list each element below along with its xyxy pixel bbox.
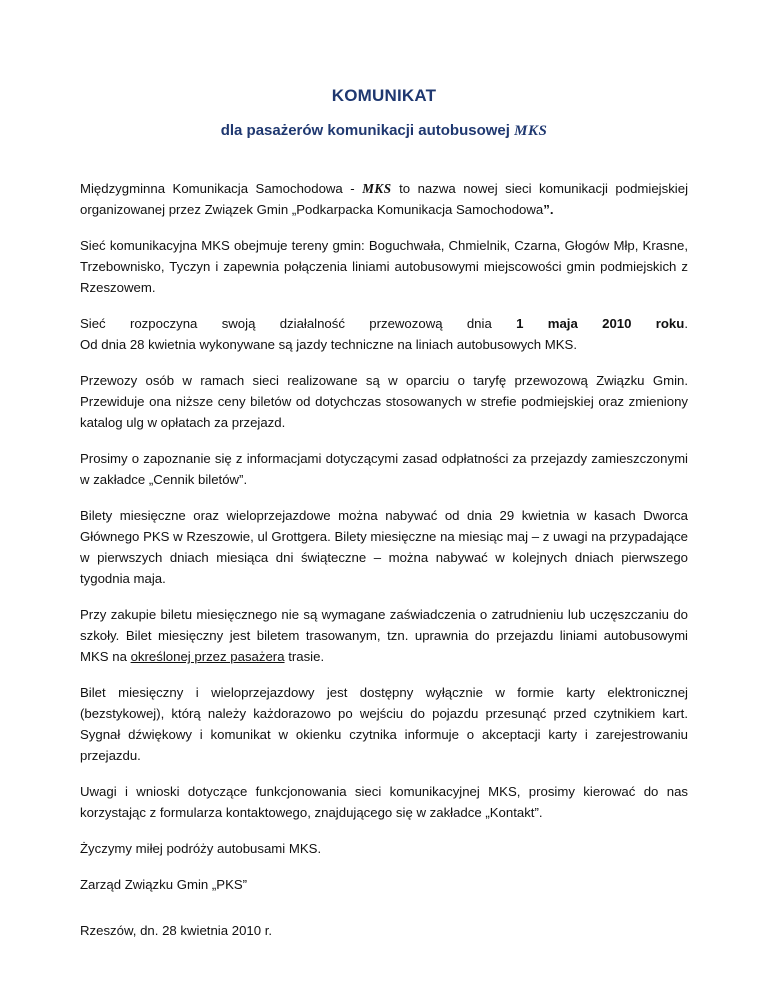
paragraph-start-date <box>80 313 688 334</box>
p7-underlined: określonej przez pasażera <box>130 649 285 664</box>
paragraph-tariff: Przewozy osób w ramach sieci realizowane są w oparciu o taryfę przewozową Związku Gmin. Przewiduje ona niższe ceny biletów od dotychczas stosowanych w strefie podmiejskiej oraz zmieniony katalog ulg w opłatach za przejazd. <box>80 373 688 430</box>
page-subtitle <box>0 122 768 140</box>
page-title: KOMUNIKAT <box>331 86 437 105</box>
subtitle-text: dla pasażerów komunikacji autobusowej <box>220 122 510 139</box>
p3-text-c: . <box>684 316 688 331</box>
paragraph-network: Sieć komunikacyjna MKS obejmuje tereny gmin: Boguchwała, Chmielnik, Czarna, Głogów Młp, Krasne, Trzebownisko, Tyczyn i zapewnia połączenia liniami autobusowymi miejscowości gmin podmiejskich z Rzeszowem. <box>80 238 688 295</box>
p7-text-a: Przy zakupie biletu miesięcznego nie są wymagane zaświadczenia o zatrudnieniu lub uczęszczaniu do szkoły. Bilet miesięczny jest biletem trasowanym, tzn. uprawnia do przejazdu liniami autobusowymi MKS na <box>80 607 688 664</box>
p3-text-a: Sieć rozpoczyna swoją działalność przewozową dnia <box>80 316 492 331</box>
p1-text-a: Międzygminna Komunikacja Samochodowa - <box>80 181 355 196</box>
place-date: Rzeszów, dn. 28 kwietnia 2010 r. <box>80 923 273 938</box>
mks-logo-inline: MKS <box>362 181 392 196</box>
document-body <box>80 178 688 956</box>
signature: Zarząd Związku Gmin „PKS” <box>80 877 248 892</box>
p7-text-c: trasie. <box>288 649 325 664</box>
paragraph-wishes: Życzymy miłej podróży autobusami MKS. <box>80 841 322 856</box>
paragraph-pricing-info: Prosimy o zapoznanie się z informacjami dotyczącymi zasad odpłatności za przejazdy zamieszczonymi w zakładce „Cennik biletów”. <box>80 451 688 487</box>
p1-text-b: to nazwa nowej sieci komunikacji podmiejskiej organizowanej przez Związek Gmin „Podkarpacka Komunikacja Samochodowa <box>80 181 688 217</box>
mks-logo: MKS <box>514 123 548 139</box>
p1-text-c: ”. <box>543 202 554 217</box>
paragraph-technical-rides: Od dnia 28 kwietnia wykonywane są jazdy techniczne na liniach autobusowych MKS. <box>80 337 578 352</box>
paragraph-tickets-purchase: Bilety miesięczne oraz wieloprzejazdowe można nabywać od dnia 29 kwietnia w kasach Dworca Głównego PKS w Rzeszowie, ul Grottgera. Bilety miesięczne na miesiąc maj – z uwagi na przypadające w pierwszych dniach miesiąca dni świąteczne – można nabywać w kolejnych dniach pierwszego tygodnia maja. <box>80 508 688 586</box>
paragraph-electronic-card: Bilet miesięczny i wieloprzejazdowy jest dostępny wyłącznie w formie karty elektronicznej (bezstykowej), którą należy każdorazowo po wejściu do pojazdu przesunąć przed czytnikiem kart. Sygnał dźwiękowy i komunikat w okienku czytnika informuje o akceptacji karty i zarejestrowaniu przejazdu. <box>80 685 688 763</box>
paragraph-intro <box>80 178 688 220</box>
paragraph-contact: Uwagi i wnioski dotyczące funkcjonowania sieci komunikacyjnej MKS, prosimy kierować do nas korzystając z formularza kontaktowego, znajdującego się w zakładce „Kontakt”. <box>80 784 688 820</box>
paragraph-monthly-ticket <box>80 604 688 667</box>
p3-date: 1 maja 2010 roku <box>516 316 685 331</box>
